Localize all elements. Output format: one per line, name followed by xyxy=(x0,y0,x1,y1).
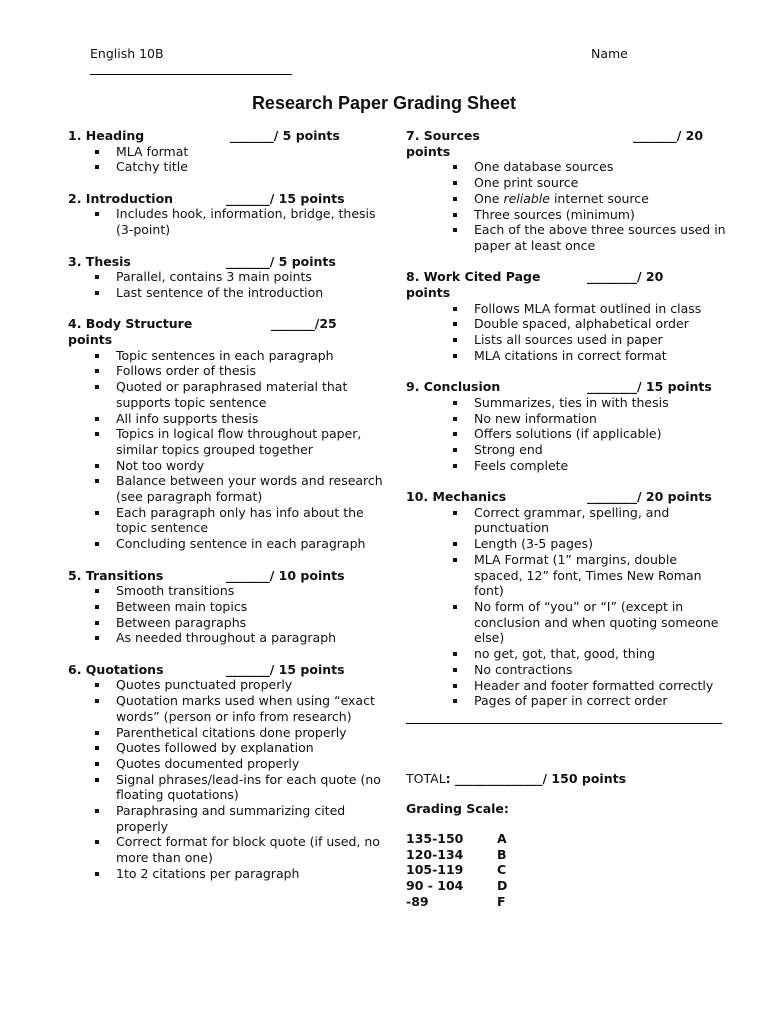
list-item: Three sources (minimum) xyxy=(406,207,726,223)
list-item: Topic sentences in each paragraph xyxy=(68,348,388,364)
total-colon: : xyxy=(445,771,451,786)
bullet-icon xyxy=(95,369,99,373)
bullet-icon xyxy=(453,699,457,703)
left-column xyxy=(68,128,388,897)
bullet-icon xyxy=(453,558,457,562)
section-title: 7. Sources xyxy=(406,128,480,143)
right-column xyxy=(406,128,726,725)
list-item: no get, got, that, good, thing xyxy=(406,646,726,662)
bullet-icon xyxy=(453,322,457,326)
list-item: Signal phrases/lead-ins for each quote (no floating quotations) xyxy=(68,772,388,803)
criteria-list xyxy=(68,348,388,552)
scale-range: 120-134 xyxy=(406,846,464,862)
scale-range: 135-150 xyxy=(406,831,464,846)
section-points: _______/ 15 points xyxy=(226,190,345,206)
section-conclusion xyxy=(406,379,726,473)
bullet-icon xyxy=(453,464,457,468)
list-item: All info supports thesis xyxy=(68,411,388,427)
list-item: Quoted or paraphrased material that supports topic sentence xyxy=(68,379,388,410)
list-item: MLA citations in correct format xyxy=(406,348,726,364)
section-transitions xyxy=(68,568,388,647)
section-title: 3. Thesis xyxy=(68,253,131,269)
list-item: Length (3-5 pages) xyxy=(406,536,726,552)
section-title: 6. Quotations xyxy=(68,661,164,677)
bullet-icon xyxy=(453,652,457,656)
list-item: Each paragraph only has info about the topic sentence xyxy=(68,505,388,536)
bullet-icon xyxy=(95,683,99,687)
section-heading-header xyxy=(68,128,388,144)
scale-row xyxy=(406,878,508,894)
bullet-icon xyxy=(95,746,99,750)
section-points: ________/ 20 xyxy=(587,269,664,285)
section-thesis xyxy=(68,254,388,301)
list-item: One print source xyxy=(406,175,726,191)
scale-grade: C xyxy=(497,862,507,878)
bullet-icon xyxy=(95,778,99,782)
bullet-icon xyxy=(453,181,457,185)
list-item: Catchy title xyxy=(68,159,388,175)
bullet-icon xyxy=(453,197,457,201)
section-title: 1. Heading xyxy=(68,128,145,143)
bullet-icon xyxy=(453,511,457,515)
bullet-icon xyxy=(95,762,99,766)
bullet-icon xyxy=(95,840,99,844)
list-item: As needed throughout a paragraph xyxy=(68,630,388,646)
bullet-icon xyxy=(453,668,457,672)
bullet-icon xyxy=(453,338,457,342)
grading-scale xyxy=(406,831,508,909)
list-item: Offers solutions (if applicable) xyxy=(406,426,726,442)
scale-row xyxy=(406,862,507,878)
criteria-list xyxy=(406,301,726,364)
list-item: Feels complete xyxy=(406,458,726,474)
section-title: 2. Introduction xyxy=(68,190,174,206)
section-transitions-header xyxy=(68,568,388,584)
section-points: ________/ 15 points xyxy=(587,379,712,395)
bullet-icon xyxy=(453,684,457,688)
bullet-icon xyxy=(453,401,457,405)
list-item: Parallel, contains 3 main points xyxy=(68,269,388,285)
list-item: Quotation marks used when using “exact words” (person or info from research) xyxy=(68,693,388,724)
bullet-icon xyxy=(95,589,99,593)
bullet-icon xyxy=(95,621,99,625)
criteria-list xyxy=(406,395,726,474)
list-item: Concluding sentence in each paragraph xyxy=(68,536,388,552)
bullet-icon xyxy=(453,307,457,311)
bullet-icon xyxy=(95,511,99,515)
scale-grade: F xyxy=(497,893,506,909)
list-item: MLA Format (1” margins, double spaced, 12” font, Times New Roman font) xyxy=(406,552,726,599)
section-sources-header xyxy=(406,128,726,144)
list-item: Not too wordy xyxy=(68,458,388,474)
list-item: Quotes documented properly xyxy=(68,756,388,772)
criteria-list xyxy=(68,269,388,300)
total-points: ______________/ 150 points xyxy=(450,771,627,786)
section-thesis-header xyxy=(68,254,388,270)
scale-grade: B xyxy=(497,846,507,862)
list-item: Paraphrasing and summarizing cited properly xyxy=(68,803,388,834)
bullet-icon xyxy=(453,605,457,609)
page-title: Research Paper Grading Sheet xyxy=(251,93,517,113)
section-points: _______/ 10 points xyxy=(226,567,345,583)
section-title: 5. Transitions xyxy=(68,567,164,583)
criteria-list xyxy=(68,206,388,237)
total-label: TOTAL xyxy=(406,771,446,786)
bullet-icon xyxy=(95,417,99,421)
criteria-list xyxy=(68,677,388,881)
bullet-icon xyxy=(95,809,99,813)
bullet-icon xyxy=(95,872,99,876)
bullet-icon xyxy=(95,385,99,389)
list-item: Follows MLA format outlined in class xyxy=(406,301,726,317)
section-body-structure xyxy=(68,316,388,552)
section-title: 8. Work Cited Page xyxy=(406,269,541,285)
scale-range: 90 - 104 xyxy=(406,878,464,894)
list-item: Each of the above three sources used in paper at least once xyxy=(406,222,726,253)
section-mechanics-header xyxy=(406,489,726,505)
section-quotations-header xyxy=(68,662,388,678)
section-sources xyxy=(406,128,726,254)
list-item: Parenthetical citations done properly xyxy=(68,725,388,741)
scale-grade: A xyxy=(497,831,507,846)
section-heading xyxy=(68,128,388,175)
section-works-cited xyxy=(406,269,726,363)
bullet-icon xyxy=(453,354,457,358)
bullet-icon xyxy=(95,291,99,295)
bullet-icon xyxy=(453,165,457,169)
criteria-list xyxy=(68,144,388,175)
bullet-icon xyxy=(95,165,99,169)
total-line xyxy=(406,771,626,786)
list-item: Header and footer formatted correctly xyxy=(406,678,726,694)
list-item: No contractions xyxy=(406,662,726,678)
list-item: One database sources xyxy=(406,159,726,175)
bullet-icon xyxy=(95,542,99,546)
list-item: Includes hook, information, bridge, thesis (3-point) xyxy=(68,206,388,237)
bullet-icon xyxy=(453,448,457,452)
section-introduction-header xyxy=(68,191,388,207)
section-points: ________/ 20 points xyxy=(587,489,712,505)
bullet-icon xyxy=(95,354,99,358)
section-points: _______/ 5 points xyxy=(230,128,340,143)
course-label: English 10B xyxy=(90,46,164,61)
list-item: 1to 2 citations per paragraph xyxy=(68,866,388,882)
list-item: Summarizes, ties in with thesis xyxy=(406,395,726,411)
list-item: No form of “you” or “I” (except in conclusion and when quoting someone else) xyxy=(406,599,726,646)
section-works-cited-header xyxy=(406,269,726,285)
list-item: MLA format xyxy=(68,144,388,160)
bullet-icon xyxy=(95,432,99,436)
bullet-icon xyxy=(95,275,99,279)
section-title: 10. Mechanics xyxy=(406,489,507,505)
scale-range: -89 xyxy=(406,893,429,909)
section-quotations xyxy=(68,662,388,882)
section-introduction xyxy=(68,191,388,238)
section-body-structure-header xyxy=(68,316,388,332)
section-mechanics xyxy=(406,489,726,709)
section-title: 4. Body Structure xyxy=(68,316,193,332)
section-points-wrap: points xyxy=(406,284,451,300)
section-points: _______/ 20 xyxy=(633,128,704,143)
criteria-list xyxy=(406,159,726,253)
bullet-icon xyxy=(95,212,99,216)
list-item: Follows order of thesis xyxy=(68,363,388,379)
list-item: Smooth transitions xyxy=(68,583,388,599)
scale-row xyxy=(406,893,506,910)
section-points: _______/ 5 points xyxy=(226,253,336,269)
list-item: Pages of paper in correct order xyxy=(406,693,726,709)
list-item: Balance between your words and research (see paragraph format) xyxy=(68,473,388,504)
bullet-icon xyxy=(95,605,99,609)
list-item: Double spaced, alphabetical order xyxy=(406,316,726,332)
bullet-icon xyxy=(453,417,457,421)
bullet-icon xyxy=(95,699,99,703)
scale-row xyxy=(406,846,507,863)
list-item: Strong end xyxy=(406,442,726,458)
list-item: No new information xyxy=(406,411,726,427)
list-item: Between main topics xyxy=(68,599,388,615)
section-points: _______/25 xyxy=(271,316,337,332)
list-item: Correct grammar, spelling, and punctuation xyxy=(406,505,726,536)
bullet-icon xyxy=(95,731,99,735)
scale-row xyxy=(406,831,507,847)
list-item: Topics in logical flow throughout paper, similar topics grouped together xyxy=(68,426,388,457)
bullet-icon xyxy=(453,228,457,232)
section-points-wrap: points xyxy=(406,143,451,159)
bullet-icon xyxy=(453,542,457,546)
bullet-icon xyxy=(95,464,99,468)
name-line xyxy=(90,74,292,75)
list-item: Quotes followed by explanation xyxy=(68,740,388,756)
section-title: 9. Conclusion xyxy=(406,379,501,395)
bullet-icon xyxy=(95,150,99,154)
section-points: _______/ 15 points xyxy=(226,661,345,677)
list-item: One reliable internet source xyxy=(406,191,726,207)
section-conclusion-header xyxy=(406,379,726,395)
section-points-wrap: points xyxy=(68,332,113,348)
list-item: Lists all sources used in paper xyxy=(406,332,726,348)
list-item: Last sentence of the introduction xyxy=(68,285,388,301)
bullet-icon xyxy=(453,432,457,436)
bullet-icon xyxy=(95,636,99,640)
criteria-list xyxy=(406,505,726,709)
divider-line xyxy=(406,723,722,724)
bullet-icon xyxy=(453,213,457,217)
grading-scale-title: Grading Scale: xyxy=(406,801,509,816)
criteria-list xyxy=(68,583,388,646)
scale-grade: D xyxy=(497,878,508,894)
scale-range: 105-119 xyxy=(406,862,464,878)
list-item: Quotes punctuated properly xyxy=(68,677,388,693)
list-item: Between paragraphs xyxy=(68,615,388,631)
bullet-icon xyxy=(95,479,99,483)
name-label: Name xyxy=(591,46,628,61)
list-item: Correct format for block quote (if used, no more than one) xyxy=(68,834,388,865)
